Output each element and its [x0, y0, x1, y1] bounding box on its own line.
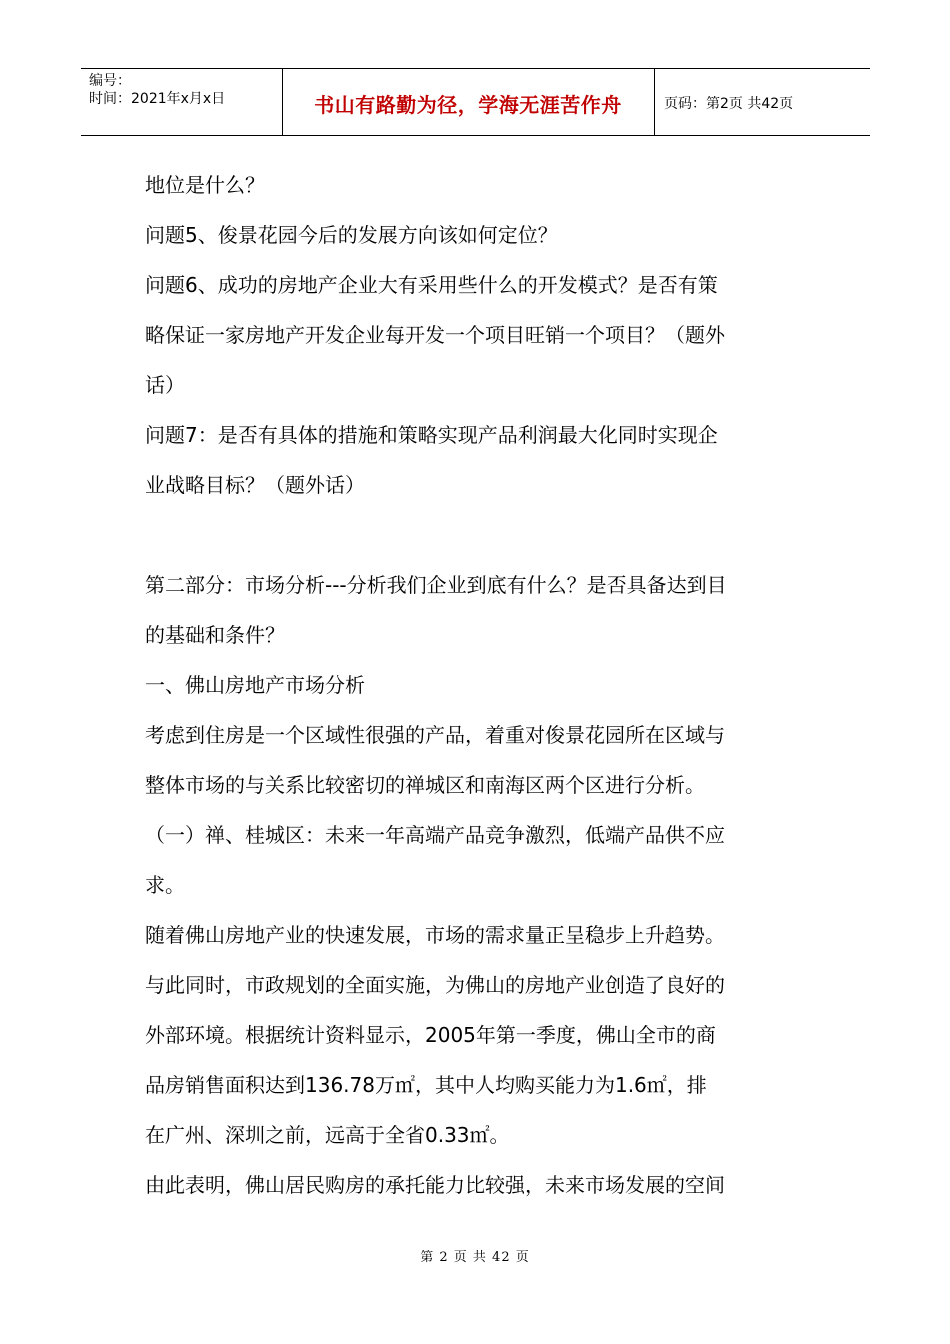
- page-footer: 第 2 页 共 42 页: [420, 1250, 530, 1265]
- header-divider: [654, 69, 655, 135]
- body-line: （一）禅、桂城区：未来一年高端产品竞争激烈，低端产品供不应: [145, 823, 725, 847]
- time-label: 时间：2021年x月x日: [89, 91, 226, 107]
- body-line: 由此表明，佛山居民购房的承托能力比较强，未来市场发展的空间: [145, 1173, 725, 1197]
- page-header: [81, 68, 870, 136]
- body-line: 的基础和条件？: [145, 623, 285, 647]
- body-line: 考虑到住房是一个区域性很强的产品，着重对俊景花园所在区域与: [145, 723, 725, 747]
- number-label: 编号：: [89, 73, 131, 89]
- body-line: 业战略目标？（题外话）: [145, 473, 365, 497]
- body-line: 在广州、深圳之前，远高于全省0.33㎡。: [145, 1123, 510, 1147]
- body-line: 品房销售面积达到136.78万㎡，其中人均购买能力为1.6㎡，排: [145, 1073, 707, 1097]
- body-line: 整体市场的与关系比较密切的禅城区和南海区两个区进行分析。: [145, 773, 705, 797]
- header-page-number: 页码：第2页 共42页: [664, 96, 794, 112]
- body-line: 问题7：是否有具体的措施和策略实现产品利润最大化同时实现企: [145, 423, 718, 447]
- header-motto: 书山有路勤为径，学海无涯苦作舟: [314, 92, 622, 117]
- body-line: 话）: [145, 373, 185, 397]
- header-meta: [89, 72, 225, 108]
- body-text: [145, 160, 810, 1210]
- body-line: 与此同时，市政规划的全面实施，为佛山的房地产业创造了良好的: [145, 973, 725, 997]
- body-line: 略保证一家房地产开发企业每开发一个项目旺销一个项目？（题外: [145, 323, 725, 347]
- body-line: 随着佛山房地产业的快速发展，市场的需求量正呈稳步上升趋势。: [145, 923, 725, 947]
- body-line: 问题6、成功的房地产企业大有采用些什么的开发模式？是否有策: [145, 273, 718, 297]
- subsection-heading: 一、佛山房地产市场分析: [145, 673, 365, 697]
- blank-line: [145, 510, 810, 560]
- body-line: 求。: [145, 873, 185, 897]
- body-line: 外部环境。根据统计资料显示，2005年第一季度，佛山全市的商: [145, 1023, 716, 1047]
- section-heading: 第二部分：市场分析---分析我们企业到底有什么？是否具备达到目: [145, 573, 727, 597]
- body-line: 问题5、俊景花园今后的发展方向该如何定位？: [145, 223, 558, 247]
- body-line: 地位是什么？: [145, 173, 265, 197]
